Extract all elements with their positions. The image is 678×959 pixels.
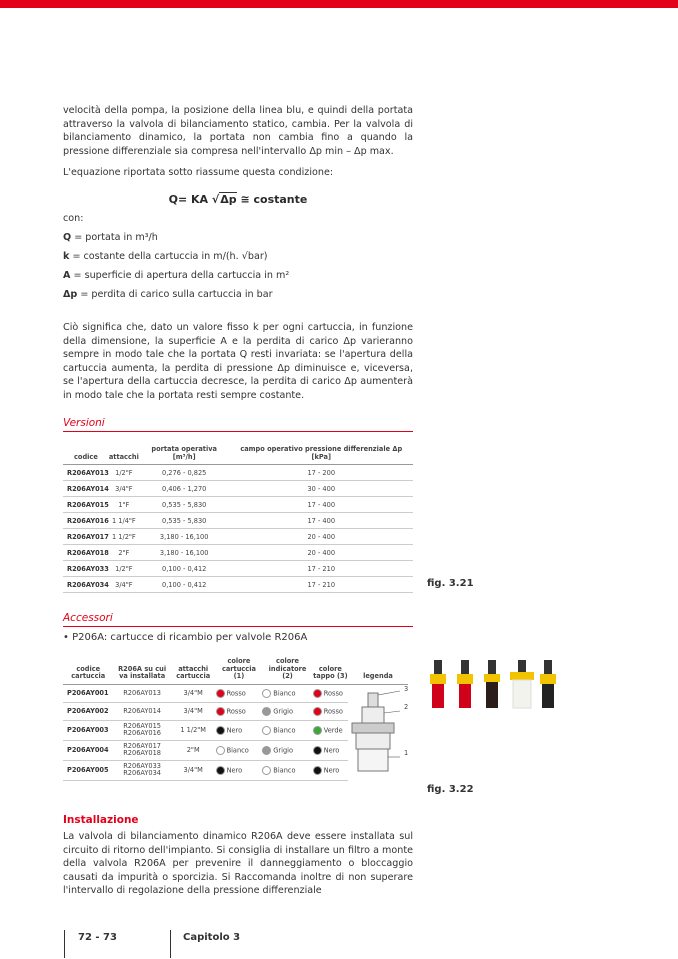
footer-divider [64,930,65,958]
table-cell: R206AY033 [63,561,109,577]
cartridge-red-image [430,660,446,710]
table-cell: 17 - 210 [230,561,413,577]
color-cell [262,720,312,740]
table-cell: R206AY018 [63,545,109,561]
definition-item [63,269,413,283]
table-row [63,684,408,702]
definition-text: = costante della cartuccia in m/(h. √bar) [69,251,268,262]
legend-number: 2 [403,702,409,711]
table-cell: 20 - 400 [230,545,413,561]
color-cell [262,702,312,720]
color-cell [216,760,263,780]
definition-text: = superficie di apertura della cartuccia in m² [70,270,290,281]
definition-text: = perdita di carico sulla cartuccia in bar [77,289,273,300]
table-cell: 1"F [109,497,139,513]
definition-symbol: Δp [63,289,78,300]
table-cell: R206AY017 [63,529,109,545]
cartridge-code: P206AY002 [63,702,113,720]
connection: 3/4"M [171,702,216,720]
table-row [63,497,413,513]
definition-symbol: Q [63,232,72,243]
color-label: Rosso [323,689,343,697]
color-label: Bianco [273,689,296,697]
page-numbers: 72 - 73 [78,932,117,943]
table-cell: 17 - 400 [230,497,413,513]
color-swatch-icon [216,746,225,755]
table-cell: 17 - 210 [230,577,413,593]
definition-text: = portata in m³/h [71,232,158,243]
valve-code: R206AY033 R206AY034 [113,760,170,780]
figure-caption-3-21: fig. 3.21 [427,578,474,589]
connection: 3/4"M [171,684,216,702]
cartridge-code: P206AY005 [63,760,113,780]
column-header: colore cartuccia (1) [216,658,263,684]
column-header: attacchi cartuccia [171,658,216,684]
definition-symbol: A [63,270,71,281]
cartridge-code: P206AY001 [63,684,113,702]
cartridge-diagram-image [348,689,408,774]
table-cell: R206AY034 [63,577,109,593]
color-swatch-icon [216,689,225,698]
section-versioni: Versioni [63,417,413,432]
color-swatch-icon [262,689,271,698]
table-row [63,545,413,561]
column-header: R206A su cui va installata [113,658,170,684]
color-swatch-icon [262,746,271,755]
color-cell [216,740,263,760]
definition-item [63,231,413,245]
color-swatch-icon [262,707,271,716]
table-cell: 3/4"F [109,577,139,593]
table-cell: 0,406 - 1,270 [139,481,230,497]
paragraph-2: Ciò significa che, dato un valore fisso k per ogni cartuccia, in funzione della dimensione, la superficie A e la perdita di carico Δp varieranno sempre in modo tale che la portata Q resti invariata: se l'apertura della cartuccia aumenta, la perdita di pressione Δp diminuisce e, viceversa, se l'apertura della cartuccia decresce, la perdita di carico Δp aumenterà in modo tale che la portata resti sempre costante. [63,322,413,401]
accessori-bullet: • P206A: cartucce di ricambio per valvole R206A [63,632,308,643]
color-swatch-icon [313,689,322,698]
legend-cell [348,684,408,780]
cartridge-black-image [540,660,556,710]
cartridge-white-image [510,660,534,710]
equation: Q= KA √Δp ≅ costante [168,193,308,206]
cartridge-code: P206AY004 [63,740,113,760]
accessori-table [63,658,408,781]
color-swatch-icon [262,726,271,735]
table-cell: 2"F [109,545,139,561]
color-swatch-icon [216,766,225,775]
color-label: Grigio [273,707,294,715]
column-header: codice [63,446,109,465]
valve-code: R206AY014 [113,702,170,720]
table-cell: 3,180 - 16,100 [139,545,230,561]
color-label: Bianco [273,766,296,774]
color-swatch-icon [313,746,322,755]
versioni-table [63,446,413,593]
color-swatch-icon [313,726,322,735]
color-label: Nero [323,766,340,774]
color-cell [313,684,348,702]
legend-number: 3 [403,684,409,693]
table-row [63,577,413,593]
color-cell [313,760,348,780]
column-header: colore indicatore (2) [262,658,312,684]
table-cell: R206AY013 [63,465,109,481]
column-header: attacchi [109,446,139,465]
color-label: Nero [226,766,243,774]
table-row [63,561,413,577]
color-swatch-icon [313,766,322,775]
table-cell: 17 - 200 [230,465,413,481]
section-installazione: Installazione [63,814,139,826]
section-accessori: Accessori [63,612,413,627]
column-header: colore tappo (3) [313,658,348,684]
connection: 1 1/2"M [171,720,216,740]
column-header: codice cartuccia [63,658,113,684]
legend-number: 1 [403,748,409,757]
color-cell [216,702,263,720]
connection: 2"M [171,740,216,760]
color-cell [313,720,348,740]
definition-symbol: k [63,251,70,262]
table-cell: 1 1/2"F [109,529,139,545]
color-cell [313,740,348,760]
table-cell: 0,100 - 0,412 [139,561,230,577]
figure-caption-3-22: fig. 3.22 [427,784,474,795]
color-swatch-icon [216,707,225,716]
table-row [63,513,413,529]
table-cell: 0,276 - 0,825 [139,465,230,481]
top-accent-bar [0,0,678,8]
color-cell [262,684,312,702]
installazione-text: La valvola di bilanciamento dinamico R206A deve essere installata sul circuito di ritorno dell'impianto. Si consiglia di installare un filtro a monte della valvola R206A per prevenire il danneggiamento o bloccaggio causati da impurità o sporcizia. Si Raccomanda inoltre di non superare l'intervallo di regolazione della pressione differenziale [63,831,413,897]
color-swatch-icon [313,707,322,716]
color-label: Grigio [273,746,294,754]
color-label: Nero [226,726,243,734]
valve-code: R206AY017 R206AY018 [113,740,170,760]
color-swatch-icon [216,726,225,735]
valve-code: R206AY015 R206AY016 [113,720,170,740]
equation-intro: L'equazione riportata sotto riassume questa condizione: [63,167,334,178]
table-header-row [63,658,408,684]
table-cell: 30 - 400 [230,481,413,497]
color-swatch-icon [262,766,271,775]
table-cell: 1/2"F [109,465,139,481]
color-label: Rosso [323,707,343,715]
cartridge-code: P206AY003 [63,720,113,740]
column-header: legenda [348,658,408,684]
table-cell: 20 - 400 [230,529,413,545]
footer-divider [170,930,171,958]
table-cell: 0,100 - 0,412 [139,577,230,593]
table-cell: 1 1/4"F [109,513,139,529]
table-cell: R206AY016 [63,513,109,529]
table-cell: 3,180 - 16,100 [139,529,230,545]
table-cell: R206AY015 [63,497,109,513]
definition-item [63,250,413,264]
con-label: con: [63,213,84,224]
chapter-label: Capitolo 3 [183,932,241,943]
color-label: Bianco [226,746,249,754]
table-row [63,465,413,481]
color-label: Verde [323,726,343,734]
table-cell: 3/4"F [109,481,139,497]
intro-paragraph: velocità della pompa, la posizione della linea blu, e quindi della portata attraverso la valvola di bilanciamento statico, cambia. Per la valvola di bilanciamento dinamico, la portata non cambia fino a quando la pressione differenziale sia compresa nell'intervallo Δp min – Δp max. [63,105,413,157]
cartridge-black-image [484,660,500,710]
column-header: campo operativo pressione differenziale Δp [kPa] [230,446,413,465]
column-header: portata operativa [m³/h] [139,446,230,465]
color-cell [216,720,263,740]
table-row [63,481,413,497]
table-cell: 17 - 400 [230,513,413,529]
table-cell: 0,535 - 5,830 [139,513,230,529]
table-header-row [63,446,413,465]
color-cell [216,684,263,702]
color-label: Nero [323,746,340,754]
table-cell: 0,535 - 5,830 [139,497,230,513]
valve-code: R206AY013 [113,684,170,702]
color-label: Rosso [226,689,246,697]
table-cell: 1/2"F [109,561,139,577]
definition-item [63,288,413,302]
table-cell: R206AY014 [63,481,109,497]
color-cell [313,702,348,720]
color-label: Rosso [226,707,246,715]
color-label: Bianco [273,726,296,734]
connection: 3/4"M [171,760,216,780]
cartridge-red-image [457,660,473,710]
color-cell [262,760,312,780]
color-cell [262,740,312,760]
table-row [63,529,413,545]
